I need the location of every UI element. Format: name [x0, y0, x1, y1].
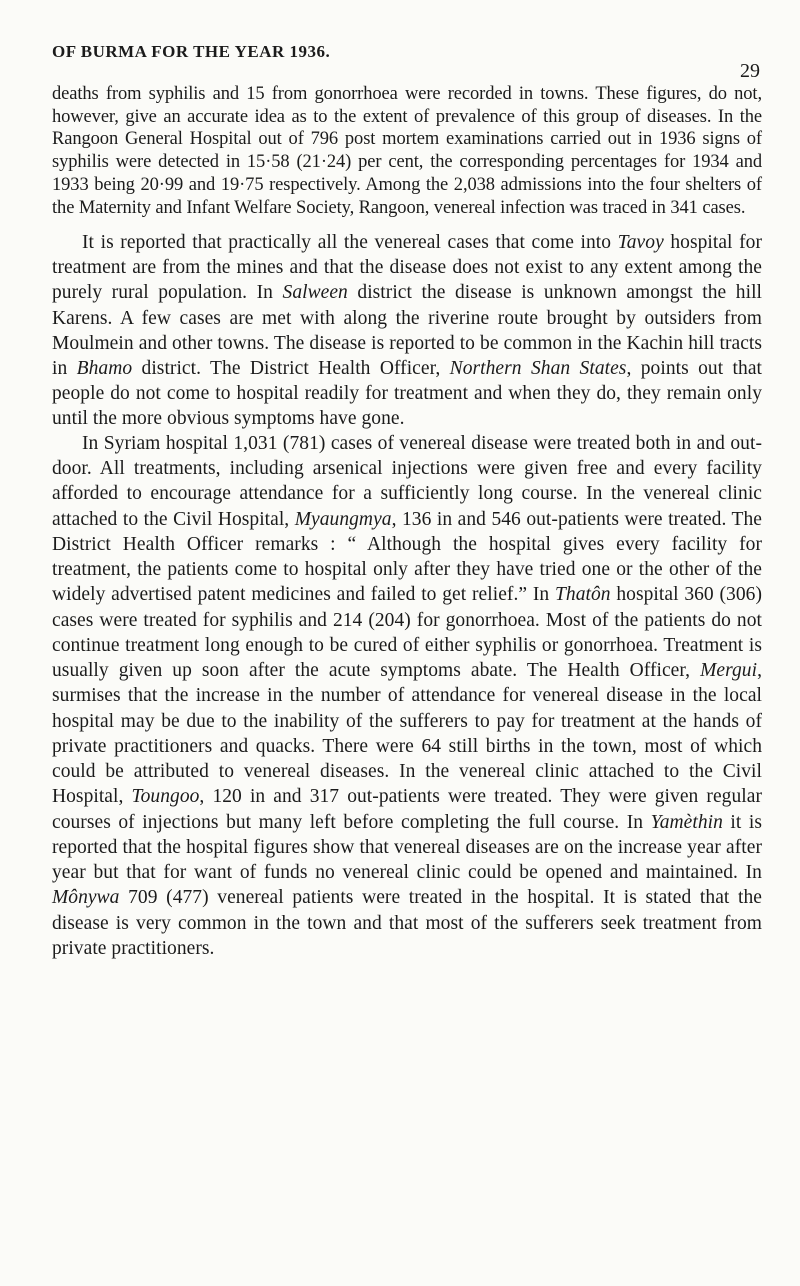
text-segment: hospital for treatment are from the mines and that the disease does not exist to any extent among the purely rural population. In [52, 232, 762, 304]
text-segment: it is reported that the hospital figures show that venereal diseases are on the increase year after year but that for want of funds no venereal clinic could be opened and maintained. In [52, 811, 762, 884]
text-segment: deaths from syphilis and 15 from gonorrhoea were recorded in towns. These figures, do not, however, give an accurate idea as to the extent of prevalence of this group of diseases. In the Rangoon General Hospital out of 796 post mortem examinations carried out in 1936 signs of syphilis were detected in 15·58 (21·24) per cent, the corresponding percentages for 1934 and 1933 being 20·99 and 19·75 respectively. Among the 2,038 admissions into the four shelters of the Maternity and Infant Welfare Society, Rangoon, venereal infection was traced in 341 cases. [52, 84, 762, 218]
place-name: Yamèthin [650, 811, 723, 833]
paragraph-syphilis-statistics [52, 83, 762, 219]
place-name: Myaungmya [294, 508, 392, 530]
text-segment: , surmises that the increase in the number of attendance for venereal disease in the local hospital may be due to the inability of the sufferers to pay for treatment at the hands of private practitioners and quacks. There were 64 still births in the town, most of which could be attributed to venereal diseases. In the venereal clinic attached to the Civil Hospital, [52, 660, 762, 808]
place-name: Bhamo [76, 357, 133, 379]
text-segment: , points out that people do not come to hospital readily for treatment and when they do, they remain only until the more obvious symptoms have gone. [52, 357, 762, 429]
running-head: OF BURMA FOR THE YEAR 1936. [52, 42, 331, 61]
place-name: Toungoo [131, 786, 200, 808]
text-segment: It is reported that practically all the venereal cases that come into [82, 232, 618, 254]
body-text [52, 83, 762, 961]
text-segment: district the disease is unknown amongst the hill Karens. A few cases are met with along the riverine route brought by outsiders from Moulmein and other towns. The disease is reported to be common in the Kachin hill tracts in [52, 282, 762, 379]
place-name: Northern Shan States [449, 357, 627, 379]
text-segment: , 120 in and 317 out-patients were treated. They were given regular courses of injections but many left before completing the full course. In [52, 786, 762, 833]
text-segment: , 136 in and 546 out-patients were treated. The District Health Officer remarks : “ Although the hospital gives every facility for treatment, the patients come to hospital only after they have tried one or the other of the widely advertised patent medicines and failed to get relief.” In [52, 508, 762, 606]
place-name: Thatôn [555, 584, 611, 606]
paragraph-hospital-treatment [52, 431, 762, 961]
place-name: Tavoy [617, 232, 664, 254]
place-name: Mônywa [52, 887, 120, 909]
paragraph-district-reports [52, 230, 762, 431]
page-number: 29 [740, 60, 760, 82]
text-segment: district. The District Health Officer, [132, 357, 450, 379]
text-segment: 709 (477) venereal patients were treated in the hospital. It is stated that the disease is very common in the town and that most of the sufferers seek treatment from private practitioners. [52, 887, 762, 959]
place-name: Salween [282, 282, 348, 304]
text-segment: In Syriam hospital 1,031 (781) cases of venereal disease were treated both in and out-door. All treatments, including arsenical injections were given free and every facility afforded to encourage attendance for a sufficiently long course. In the venereal clinic attached to the Civil Hospital, [52, 432, 762, 530]
place-name: Mergui [700, 660, 758, 682]
text-segment: hospital 360 (306) cases were treated for syphilis and 214 (204) for gonorrhoea. Most of the patients do not continue treatment long enough to be cured of either syphilis or gonorrhoea. Treatment is usually given up soon after the acute symptoms abate. The Health Officer, [52, 584, 762, 682]
